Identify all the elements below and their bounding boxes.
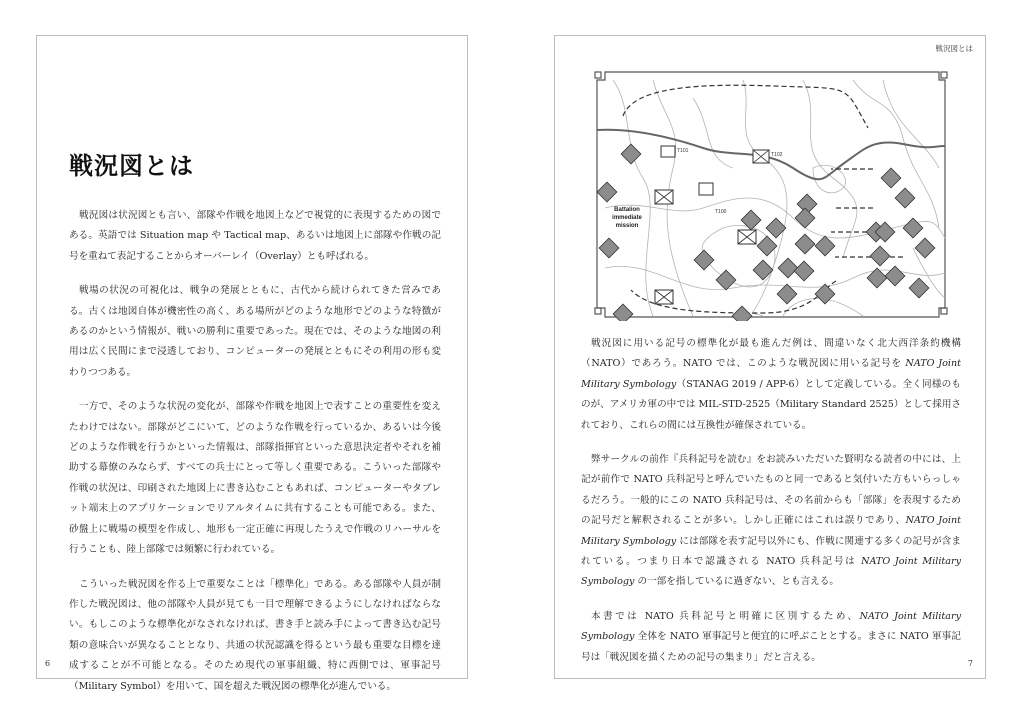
- right-body-text: [581, 334, 961, 668]
- paragraph: 弊サークルの前作『兵科記号を読む』をお読みいただいた賢明なる読者の中には、上記が前作で NATO 兵科記号と呼んでいたものと同一であると気付いた方もいらっしゃるだろう。一般的にこの NATO 兵科記号は、その名前からも「部隊」を表現するための記号だと解釈されることが多い。しかし正確にはこれは誤りであり、NATO Joint Military Symbology には部隊を表す記号以外にも、作戦に関連する多くの記号が含まれている。つまり日本で認識される NATO 兵科記号は NATO Joint Military Symbology の一部を指しているに過ぎない、とも言える。: [581, 454, 961, 588]
- paragraph: 一方で、そのような状況の変化が、部隊や作戦を地図上で表すことの重要性を変えたわけではない。部隊がどこにいて、どのような作戦を行っているか、あるいは今後どのような作戦を行うかといった情報は、部隊指揮官といった意思決定者やそれを補助する幕僚のみならず、すべての兵士にとって等しく重要である。こういった部隊や作戦の状況は、印刷された地図上に書き込むこともあれば、コンピューターやタブレット端末上のアプリケーションでリアルタイムに共有することも可能である。また、砂盤上に戦場の模型を作成し、地形も一定正確に再現したうえで作戦のリハーサルを行うことも、陸上部隊では頻繁に行われている。: [69, 401, 441, 556]
- phase-line-label: T101: [677, 148, 689, 154]
- phase-line-label: T102: [771, 152, 783, 158]
- page-number: 6: [45, 659, 51, 668]
- chapter-title: 戦況図とは: [69, 151, 194, 180]
- paragraph: 本書では NATO 兵科記号と明確に区別するため、NATO Joint Military Symbology 全体を NATO 軍事記号と便宜的に呼ぶこととする。まさに NATO 軍事記号は「戦況図を描くための記号の集まり」だと言える。: [581, 610, 961, 663]
- mission-label: Battalion: [614, 207, 640, 213]
- paragraph: 戦況図は状況図とも言い、部隊や作戦を地図上などで視覚的に表現するための図である。英語では Situation map や Tactical map、あるいは地図上に部隊や作戦の記号を重ねて表記することからオーバーレイ（Overlay）とも呼ばれる。: [69, 210, 441, 262]
- mission-label: immediate: [612, 215, 642, 221]
- right-page: [554, 35, 986, 679]
- paragraph: こういった戦況図を作る上で重要なことは「標準化」である。ある部隊や人員が制作した戦況図は、他の部隊や人員が見ても一目で理解できるようにしなければならない。もしこのような標準化がなされなければ、書き手と読み手によって書き込む記号類の意味合いが異なることとなり、共通の状況認識を得るという最も重要な目標を達成することが不可能となる。そのため現代の軍事組織、特に西側では、軍事記号（Military Symbol）を用いて、国を超えた戦況図の標準化が進んでいる。: [69, 578, 441, 692]
- phase-line-label: T100: [715, 209, 727, 215]
- paragraph: 戦場の状況の可視化は、戦争の発展とともに、古代から続けられてきた営みである。古くは地図自体が機密性の高く、ある場所がどのような地形でどのような特徴があるのかという情報が、戦いの勝利に重要であった。現在では、そのような地図の利用は広く民間にまで浸透しており、コンピューターの発展とともにその利用の形も変わりつつある。: [69, 285, 441, 378]
- left-body-text: [69, 206, 441, 697]
- mission-label: mission: [615, 223, 639, 229]
- running-header: 戦況図とは: [935, 44, 973, 53]
- unit-symbols: [597, 144, 935, 321]
- situation-map-figure: [593, 68, 951, 321]
- paragraph: 戦況図に用いる記号の標準化が最も進んだ例は、間違いなく北大西洋条約機構（NATO）であろう。NATO では、このような戦況図に用いる記号を NATO Joint Military Symbology（STANAG 2019 / APP-6）として定義している。全く同様のものが、アメリカ軍の中では MIL-STD-2525（Military Standard 2525）として採用されており、これらの間には互換性が確保されている。: [581, 338, 962, 431]
- page-number: 7: [967, 659, 973, 668]
- left-page: [36, 35, 468, 692]
